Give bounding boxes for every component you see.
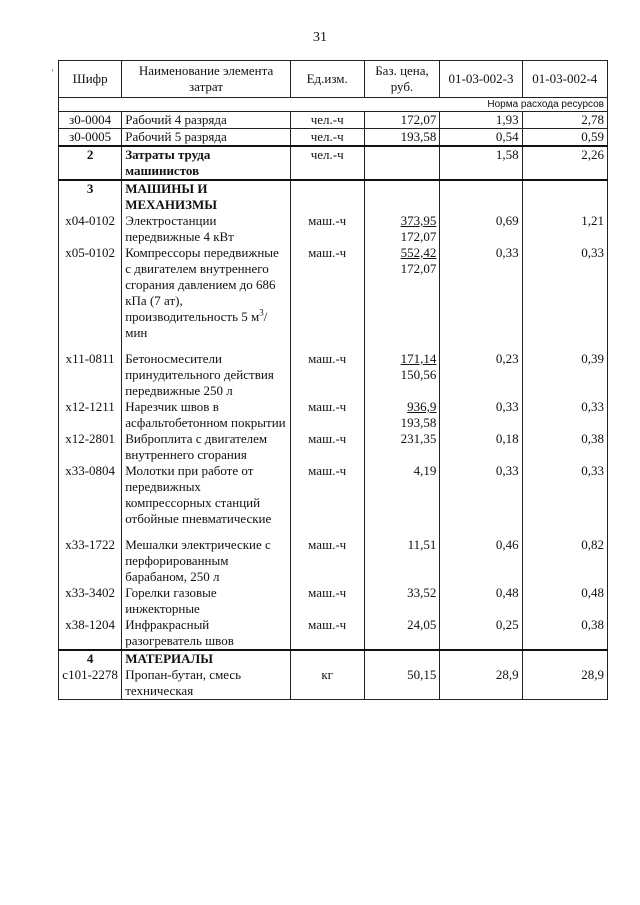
row-v1: 0,25 (440, 617, 522, 650)
row-code: 2 (59, 146, 122, 180)
spacer-cell (122, 341, 291, 351)
row-code: х04-0102 (59, 213, 122, 245)
row-code: х12-1211 (59, 399, 122, 431)
row-unit: маш.-ч (290, 585, 364, 617)
row-name (122, 585, 291, 617)
header-price: Баз. цена, руб. (364, 61, 440, 98)
row-code: с101-2278 (59, 667, 122, 700)
spacer-cell (364, 527, 440, 537)
row-v1: 0,46 (440, 537, 522, 585)
row-name-text: Пропан-бутан, смесь техническая (125, 667, 242, 698)
norm-row (59, 98, 608, 112)
spacer-cell (440, 341, 522, 351)
row-name (122, 129, 291, 147)
row-v2: 28,9 (522, 667, 607, 700)
row-v2: 0,38 (522, 431, 607, 463)
spacer-cell (290, 341, 364, 351)
row-price-value: 231,35 (400, 431, 437, 446)
row-price (364, 146, 440, 180)
row-price (364, 180, 440, 213)
row-v2 (522, 650, 607, 667)
row-price (364, 129, 440, 147)
row-name (122, 617, 291, 650)
row-name (122, 146, 291, 180)
row-price (364, 112, 440, 129)
table-row (59, 129, 608, 147)
row-unit: чел.-ч (290, 129, 364, 147)
row-unit: маш.-ч (290, 213, 364, 245)
section-row (59, 650, 608, 667)
row-v1: 1,93 (440, 112, 522, 129)
row-name-text: МАШИНЫ И МЕХАНИЗМЫ (125, 181, 218, 212)
row-name-text: Инфракрасный разогреватель швов (125, 617, 234, 648)
row-name (122, 112, 291, 129)
spacer-cell (440, 527, 522, 537)
row-price-secondary: 172,07 (400, 229, 437, 244)
row-v2: 0,33 (522, 399, 607, 431)
row-unit: маш.-ч (290, 617, 364, 650)
row-unit (290, 650, 364, 667)
row-v1: 0,48 (440, 585, 522, 617)
row-code: х12-2801 (59, 431, 122, 463)
header-unit: Ед.изм. (290, 61, 364, 98)
row-v1: 0,33 (440, 399, 522, 431)
row-v1: 0,54 (440, 129, 522, 147)
row-price-value: 193,58 (400, 129, 437, 144)
spacer-cell (522, 341, 607, 351)
row-code: 4 (59, 650, 122, 667)
row-v2: 0,48 (522, 585, 607, 617)
row-name-text: Электростанции передвижные 4 кВт (125, 213, 234, 244)
row-price-value: 24,05 (407, 617, 437, 632)
table-row (59, 667, 608, 700)
resource-table-container (58, 60, 608, 700)
row-price-value: 171,14 (400, 351, 437, 366)
row-price-value: 552,42 (400, 245, 437, 260)
spacer-cell (364, 341, 440, 351)
resource-table (58, 60, 608, 700)
row-price-value: 4,19 (413, 463, 437, 478)
spacer-cell (59, 527, 122, 537)
row-price (364, 650, 440, 667)
row-unit: маш.-ч (290, 399, 364, 431)
norm-label: Норма расхода ресурсов (59, 98, 608, 112)
row-code: х33-1722 (59, 537, 122, 585)
row-v2: 2,78 (522, 112, 607, 129)
header-col2: 01-03-002-4 (522, 61, 607, 98)
row-name-text: Мешалки электрические с перфорированным барабаном, 250 л (125, 537, 271, 584)
spacer-cell (59, 341, 122, 351)
row-name-tail: /мин (125, 309, 268, 340)
table-row (59, 399, 608, 431)
row-name-text: МАТЕРИАЛЫ (125, 651, 213, 666)
row-name (122, 245, 291, 341)
table-row (59, 431, 608, 463)
spacer-row (59, 527, 608, 537)
row-code: х33-0804 (59, 463, 122, 527)
row-name-superscript: 3 (259, 307, 264, 318)
row-v2: 0,82 (522, 537, 607, 585)
row-unit: маш.-ч (290, 351, 364, 399)
table-row (59, 213, 608, 245)
row-code: з0-0004 (59, 112, 122, 129)
row-v2: 1,21 (522, 213, 607, 245)
row-name (122, 180, 291, 213)
row-v1: 0,23 (440, 351, 522, 399)
row-unit: маш.-ч (290, 245, 364, 341)
row-v2: 0,59 (522, 129, 607, 147)
row-name (122, 667, 291, 700)
row-name-text: Рабочий 5 разряда (125, 129, 227, 144)
row-price (364, 617, 440, 650)
page-number: 31 (313, 30, 327, 45)
row-price (364, 399, 440, 431)
spacer-cell (122, 527, 291, 537)
spacer-cell (522, 527, 607, 537)
row-price-value: 936,9 (407, 399, 437, 414)
row-price (364, 537, 440, 585)
row-name (122, 431, 291, 463)
row-unit: чел.-ч (290, 146, 364, 180)
row-code: з0-0005 (59, 129, 122, 147)
row-name-text: Затраты труда машинистов (125, 147, 211, 178)
row-price-secondary: 150,56 (400, 367, 437, 382)
row-v1: 1,58 (440, 146, 522, 180)
row-v2: 0,33 (522, 463, 607, 527)
row-v2 (522, 180, 607, 213)
row-price-value: 172,07 (400, 112, 437, 127)
row-name (122, 537, 291, 585)
row-v1: 0,33 (440, 463, 522, 527)
table-body (59, 112, 608, 700)
row-v1: 0,69 (440, 213, 522, 245)
spacer-cell (290, 527, 364, 537)
header-name: Наименование элемента затрат (122, 61, 291, 98)
row-v2: 0,33 (522, 245, 607, 341)
table-row (59, 245, 608, 341)
row-name-text: Рабочий 4 разряда (125, 112, 227, 127)
row-unit: маш.-ч (290, 431, 364, 463)
table-row (59, 537, 608, 585)
table-row (59, 112, 608, 129)
header-code: Шифр (59, 61, 122, 98)
row-price-value: 33,52 (407, 585, 437, 600)
row-price-value: 11,51 (407, 537, 437, 552)
row-v2: 0,39 (522, 351, 607, 399)
row-name (122, 399, 291, 431)
row-name-text: Горелки газовые инжекторные (125, 585, 217, 616)
row-price (364, 351, 440, 399)
row-name-text: Бетоносмесители принудительного действия передвижные 250 л (125, 351, 274, 398)
row-unit: маш.-ч (290, 463, 364, 527)
row-name-text: Виброплита с двигателем внутреннего сгорания (125, 431, 268, 462)
row-price (364, 213, 440, 245)
row-code: 3 (59, 180, 122, 213)
row-price (364, 463, 440, 527)
table-row (59, 617, 608, 650)
header-row (59, 61, 608, 98)
row-code: х05-0102 (59, 245, 122, 341)
row-v1: 28,9 (440, 667, 522, 700)
table-row (59, 351, 608, 399)
table-row (59, 585, 608, 617)
table-row (59, 463, 608, 527)
row-name (122, 213, 291, 245)
row-name-text: Молотки при работе от передвижных компрессорных станций отбойные пневматические (125, 463, 272, 526)
row-code: х11-0811 (59, 351, 122, 399)
row-unit (290, 180, 364, 213)
section-row (59, 180, 608, 213)
row-v1 (440, 180, 522, 213)
row-unit: чел.-ч (290, 112, 364, 129)
header-col1: 01-03-002-3 (440, 61, 522, 98)
row-name (122, 463, 291, 527)
spacer-row (59, 341, 608, 351)
row-price (364, 431, 440, 463)
row-name-text: Компрессоры передвижные с двигателем внутреннего сгорания давлением до 686 кПа (7 ат), производительность 5 м (125, 245, 279, 324)
row-unit: кг (290, 667, 364, 700)
row-price (364, 585, 440, 617)
row-code: х33-3402 (59, 585, 122, 617)
row-price-value: 50,15 (407, 667, 437, 682)
row-name-text: Нарезчик швов в асфальтобетонном покрытии (125, 399, 286, 430)
row-v1 (440, 650, 522, 667)
margin-mark: ' (52, 68, 54, 77)
row-v1: 0,33 (440, 245, 522, 341)
row-code: х38-1204 (59, 617, 122, 650)
row-v2: 2,26 (522, 146, 607, 180)
row-v1: 0,18 (440, 431, 522, 463)
row-price-value: 373,95 (400, 213, 437, 228)
row-unit: маш.-ч (290, 537, 364, 585)
row-price (364, 245, 440, 341)
row-price (364, 667, 440, 700)
row-name (122, 650, 291, 667)
section-row (59, 146, 608, 180)
row-v2: 0,38 (522, 617, 607, 650)
row-price-secondary: 172,07 (400, 261, 437, 276)
row-price-secondary: 193,58 (400, 415, 437, 430)
row-name (122, 351, 291, 399)
